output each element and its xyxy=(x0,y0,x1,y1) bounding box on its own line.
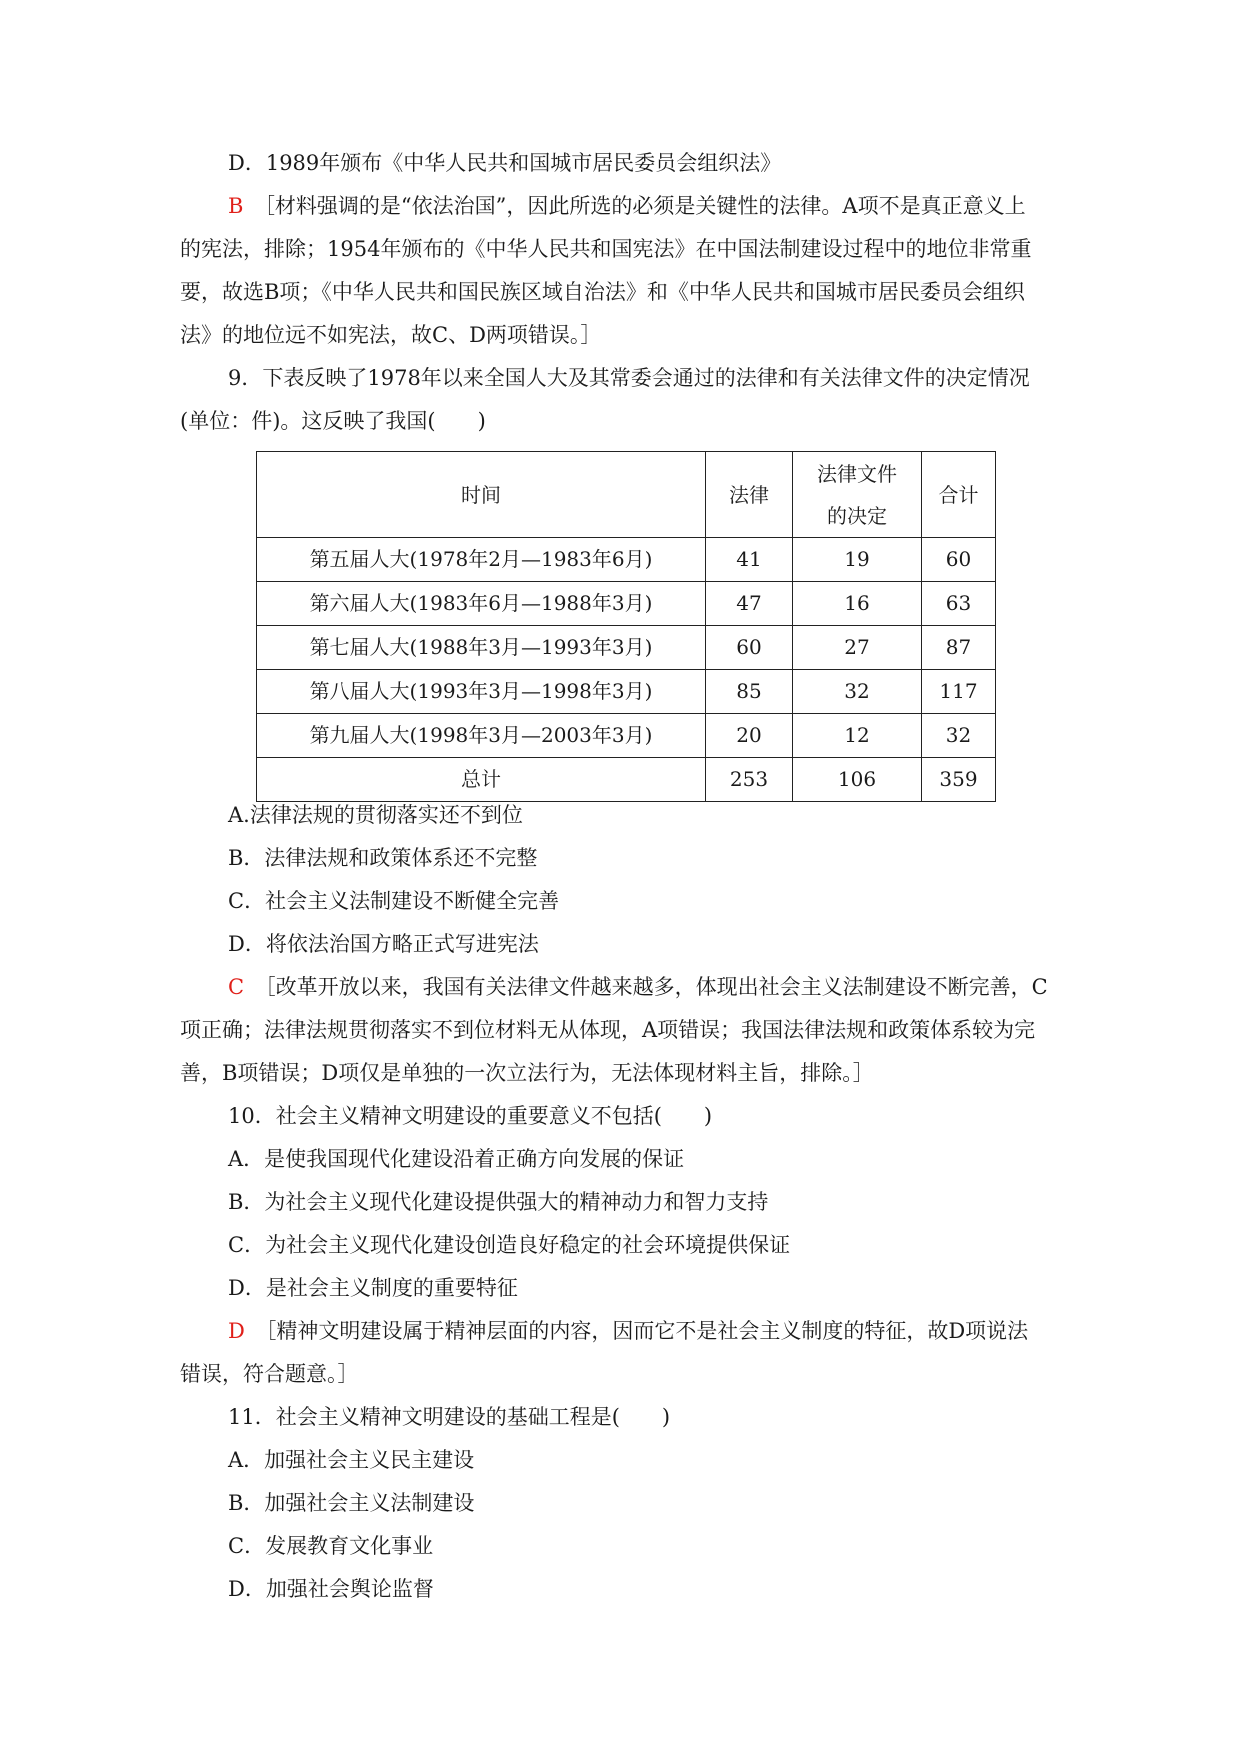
q10-explanation-line-1: D ［精神文明建设属于精神层面的内容，因而它不是社会主义制度的特征，故D项说法 xyxy=(228,1319,1029,1343)
q11-stem: 11．社会主义精神文明建设的基础工程是( ) xyxy=(228,1405,671,1429)
q9-explanation-line-2: 项正确；法律法规贯彻落实不到位材料无从体现，A项错误；我国法律法规和政策体系较为完 xyxy=(180,1018,1036,1042)
q9-explanation-line-1: C ［改革开放以来，我国有关法律文件越来越多，体现出社会主义法制建设不断完善，C xyxy=(228,975,1048,999)
row-period: 第九届人大(1998年3月—2003年3月) xyxy=(257,714,706,758)
q8-explanation-line-1: B ［材料强调的是“依法治国”，因此所选的必须是关键性的法律。A项不是真正意义上 xyxy=(228,194,1026,218)
row-total: 60 xyxy=(922,538,996,582)
row-period: 第七届人大(1988年3月—1993年3月) xyxy=(257,626,706,670)
row-decisions: 19 xyxy=(793,538,922,582)
q8-answer: B xyxy=(228,194,244,218)
q11-option-b: B．加强社会主义法制建设 xyxy=(228,1491,475,1515)
table-total-row xyxy=(257,758,996,802)
row-total: 87 xyxy=(922,626,996,670)
q10-option-d: D．是社会主义制度的重要特征 xyxy=(228,1276,518,1300)
q11-option-c: C．发展教育文化事业 xyxy=(228,1534,434,1558)
q11-option-d: D．加强社会舆论监督 xyxy=(228,1577,434,1601)
row-decisions: 27 xyxy=(793,626,922,670)
q8-explanation-line-3: 要，故选B项；《中华人民共和国民族区域自治法》和《中华人民共和国城市居民委员会组织 xyxy=(180,280,1025,304)
table-row xyxy=(257,582,996,626)
row-decisions: 12 xyxy=(793,714,922,758)
header-time: 时间 xyxy=(257,452,706,538)
total-label: 总计 xyxy=(257,758,706,802)
q9-data-table xyxy=(256,451,996,802)
row-laws: 85 xyxy=(706,670,793,714)
table-row xyxy=(257,538,996,582)
row-total: 63 xyxy=(922,582,996,626)
table-row xyxy=(257,714,996,758)
table-header-row xyxy=(257,452,996,538)
q8-explanation-line-4: 法》的地位远不如宪法，故C、D两项错误。］ xyxy=(180,323,602,347)
row-period: 第六届人大(1983年6月—1988年3月) xyxy=(257,582,706,626)
q9-answer: C xyxy=(228,975,245,999)
row-laws: 41 xyxy=(706,538,793,582)
q10-option-c: C．为社会主义现代化建设创造良好稳定的社会环境提供保证 xyxy=(228,1233,791,1257)
q9-stem-line-1: 9．下表反映了1978年以来全国人大及其常委会通过的法律和有关法律文件的决定情况 xyxy=(228,366,1030,390)
row-decisions: 32 xyxy=(793,670,922,714)
q10-option-a: A．是使我国现代化建设沿着正确方向发展的保证 xyxy=(228,1147,685,1171)
row-total: 117 xyxy=(922,670,996,714)
q10-stem: 10．社会主义精神文明建设的重要意义不包括( ) xyxy=(228,1104,713,1128)
total-laws: 253 xyxy=(706,758,793,802)
q10-option-b: B．为社会主义现代化建设提供强大的精神动力和智力支持 xyxy=(228,1190,769,1214)
row-total: 32 xyxy=(922,714,996,758)
row-period: 第五届人大(1978年2月—1983年6月) xyxy=(257,538,706,582)
total-sum: 359 xyxy=(922,758,996,802)
header-decisions: 法律文件 的决定 xyxy=(793,452,922,538)
q10-explanation-line-2: 错误，符合题意。］ xyxy=(180,1362,359,1386)
q8-explanation-line-2: 的宪法，排除；1954年颁布的《中华人民共和国宪法》在中国法制建设过程中的地位非常重 xyxy=(180,237,1032,261)
q9-option-b: B．法律法规和政策体系还不完整 xyxy=(228,846,538,870)
row-laws: 47 xyxy=(706,582,793,626)
table-row xyxy=(257,626,996,670)
row-laws: 20 xyxy=(706,714,793,758)
row-decisions: 16 xyxy=(793,582,922,626)
q9-option-d: D．将依法治国方略正式写进宪法 xyxy=(228,932,539,956)
row-period: 第八届人大(1993年3月—1998年3月) xyxy=(257,670,706,714)
header-laws: 法律 xyxy=(706,452,793,538)
row-laws: 60 xyxy=(706,626,793,670)
q11-option-a: A．加强社会主义民主建设 xyxy=(228,1448,475,1472)
q10-answer: D xyxy=(228,1319,245,1343)
q9-option-c: C．社会主义法制建设不断健全完善 xyxy=(228,889,560,913)
total-decisions: 106 xyxy=(793,758,922,802)
q9-option-a: A.法律法规的贯彻落实还不到位 xyxy=(228,803,523,827)
table-row xyxy=(257,670,996,714)
q9-explanation-line-3: 善，B项错误；D项仅是单独的一次立法行为，无法体现材料主旨，排除。］ xyxy=(180,1061,874,1085)
header-total: 合计 xyxy=(922,452,996,538)
q9-stem-line-2: (单位：件)。这反映了我国( ) xyxy=(180,409,486,433)
q8-option-d: D．1989年颁布《中华人民共和国城市居民委员会组织法》 xyxy=(228,151,782,175)
